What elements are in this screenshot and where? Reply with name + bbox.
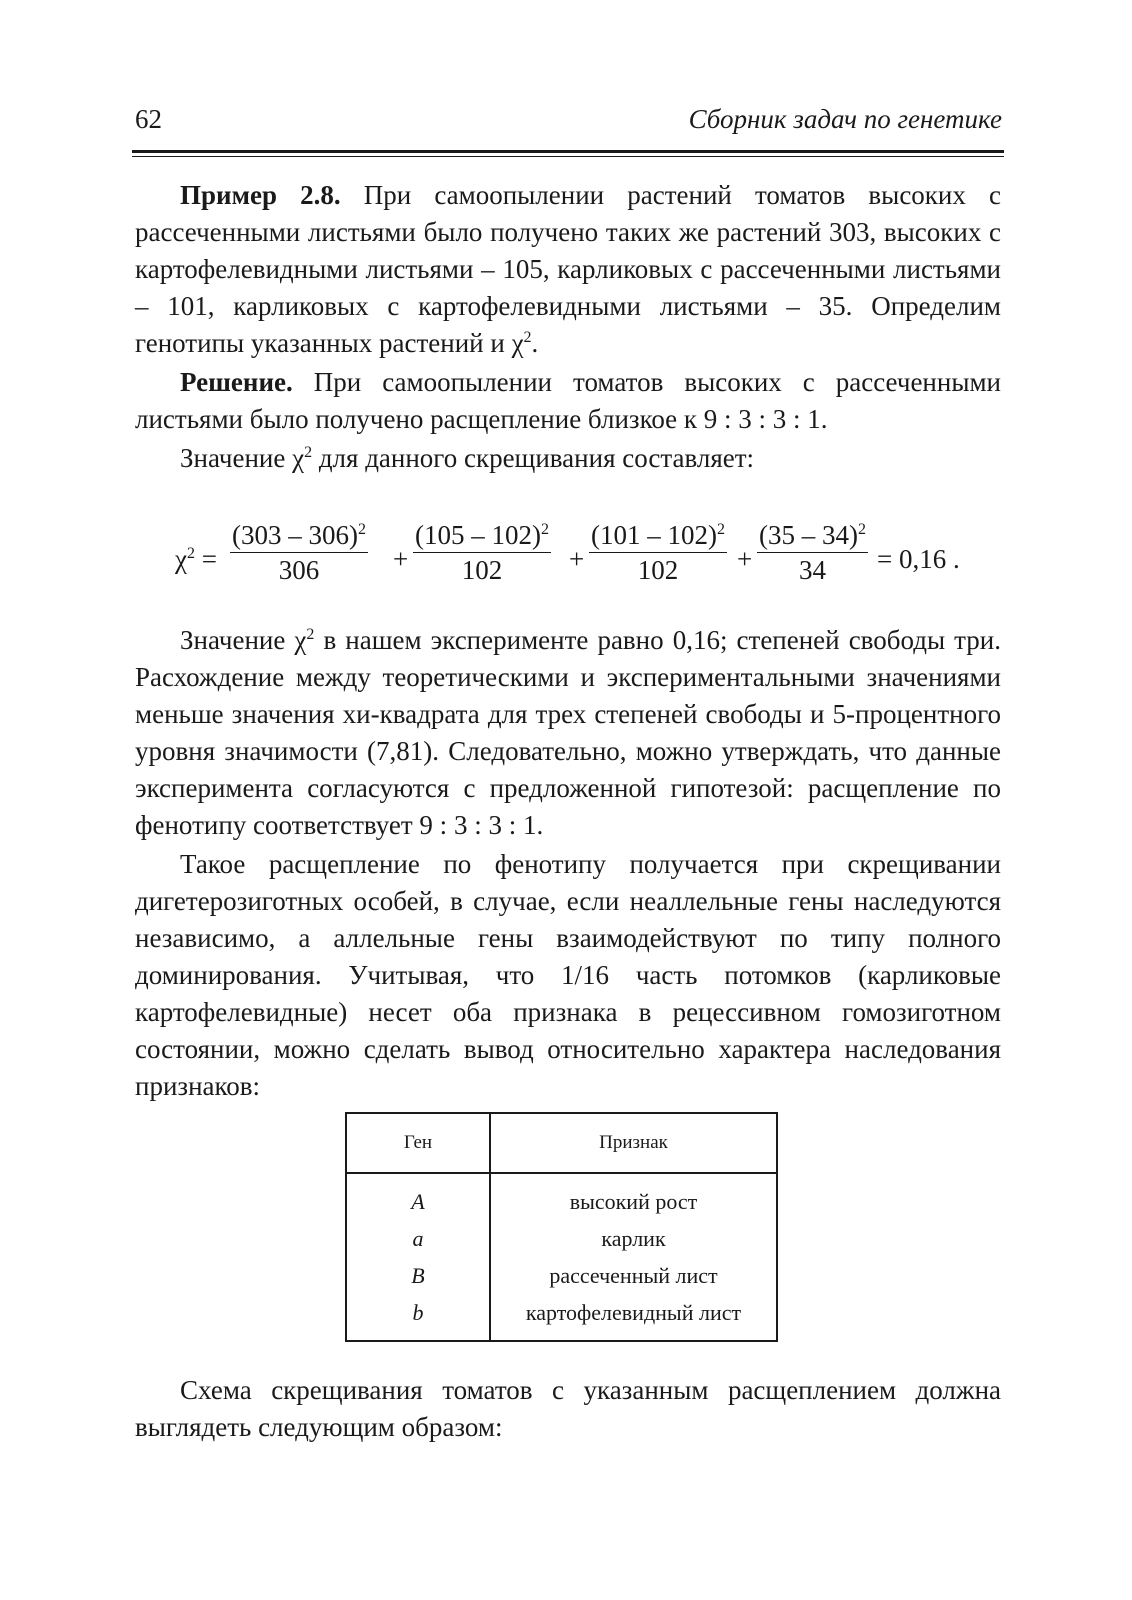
formula-fraction-1: (303 – 306)$^2$ 306 (232, 520, 366, 585)
example-text: При самоопылении растений томатов высоких с рассеченными листьями было получено таких же растений 303, высоких с картофелевидными листьями – 105, карликовых с рассеченными листьями – 101, карликовых с картофелевидными листьями – 35. Определим генотипы указанных растений и χ (135, 180, 1001, 358)
example-label: Пример 2.8. (180, 180, 341, 210)
chi-intro-sup: 2 (304, 444, 313, 461)
header-rule-thin (132, 156, 1004, 157)
solution-text: При самоопылении томатов высоких с рассеченными листьями было получено расщепление близкое к 9 : 3 : 3 : 1. (135, 367, 1001, 434)
running-title: Сборник задач по генетике (688, 104, 1002, 134)
conclusion-paragraph-1: Значение $\chi^2$ в нашем эксперименте равно 0,16; степеней свободы три. Расхождение между теоретическими и экспериментальными значениями меньше значения хи-квадрата для трех степеней свободы и 5-процентного уровня значимости (7,81). Следовательно, можно утверждать, что данные эксперимента согласуются с предложенной гипотезой: расщепление по фенотипу соответствует 9 : 3 : 3 : 1. (135, 625, 1001, 840)
fraction-2-denominator: 102 (461, 555, 503, 585)
trait-cell: карлик (601, 1225, 666, 1251)
gene-cell: b (346, 1294, 490, 1341)
formula-fraction-2: (105 – 102)$^2$ 102 (415, 520, 549, 585)
header-trait: Признак (490, 1113, 777, 1173)
trait-cell: картофелевидный лист (525, 1299, 742, 1325)
chi-square-formula (175, 514, 975, 604)
formula-lhs: $\chi^2$ = (175, 544, 217, 574)
fraction-1-denominator: 306 (278, 555, 320, 585)
page-number: 62 (135, 104, 162, 134)
fraction-4-denominator: 34 (798, 555, 826, 585)
scheme-block (135, 1372, 1001, 1448)
chi-intro-rest: для данного скрещивания составляет: (312, 443, 755, 473)
page-header (135, 100, 1002, 144)
fraction-3-denominator: 102 (637, 555, 679, 585)
header-rule (132, 150, 1004, 153)
chi-intro-paragraph (135, 440, 1001, 477)
gene-cell: B (346, 1257, 490, 1294)
formula-fraction-4: (35 – 34)$^2$ 34 (759, 520, 866, 585)
fraction-2-numerator: (105 – 102) (415, 520, 541, 550)
header-gene: Ген (346, 1113, 490, 1173)
example-text-end: . (531, 328, 539, 358)
gene-trait-table (345, 1112, 778, 1342)
fraction-3-numerator: (101 – 102) (591, 520, 717, 550)
example-block (135, 177, 1001, 479)
trait-cell: рассеченный лист (549, 1262, 718, 1288)
gene-cell: A (346, 1173, 490, 1220)
plus-sign: + (737, 544, 753, 574)
fraction-4-numerator: (35 – 34) (759, 520, 858, 550)
solution-paragraph (135, 364, 1001, 438)
table-row (346, 1220, 777, 1257)
table-header-row (346, 1113, 777, 1173)
fraction-1-numerator: (303 – 306) (232, 520, 358, 550)
chi-intro-text: Значение χ (180, 443, 305, 473)
plus-sign: + (393, 544, 409, 574)
table-row (346, 1173, 777, 1220)
conclusion-paragraph-2: Такое расщепление по фенотипу получается при скрещивании дигетерозиготных особей, в случае, если неаллельные гены наследуются независимо, а аллельные гены взаимодействуют по типу полного доминирования. Учитывая, что 1/16 часть потомков (карликовые картофелевидные) несет оба признака в рецессивном гомозиготном состоянии, можно сделать вывод относительно характера наследования признаков: (135, 849, 1001, 1101)
trait-cell: высокий рост (569, 1188, 698, 1214)
table-row (346, 1294, 777, 1341)
table-row (346, 1257, 777, 1294)
conclusion-block (135, 622, 1001, 1107)
example-paragraph (135, 177, 1001, 362)
plus-sign: + (569, 544, 585, 574)
solution-label: Решение. (180, 367, 293, 397)
formula-fraction-3: (101 – 102)$^2$ 102 (591, 520, 725, 585)
gene-cell: a (346, 1220, 490, 1257)
formula-result: = 0,16 . (877, 544, 960, 574)
scheme-paragraph: Схема скрещивания томатов с указанным расщеплением должна выглядеть следующим образом: (135, 1375, 1001, 1442)
example-sup: 2 (523, 329, 532, 346)
